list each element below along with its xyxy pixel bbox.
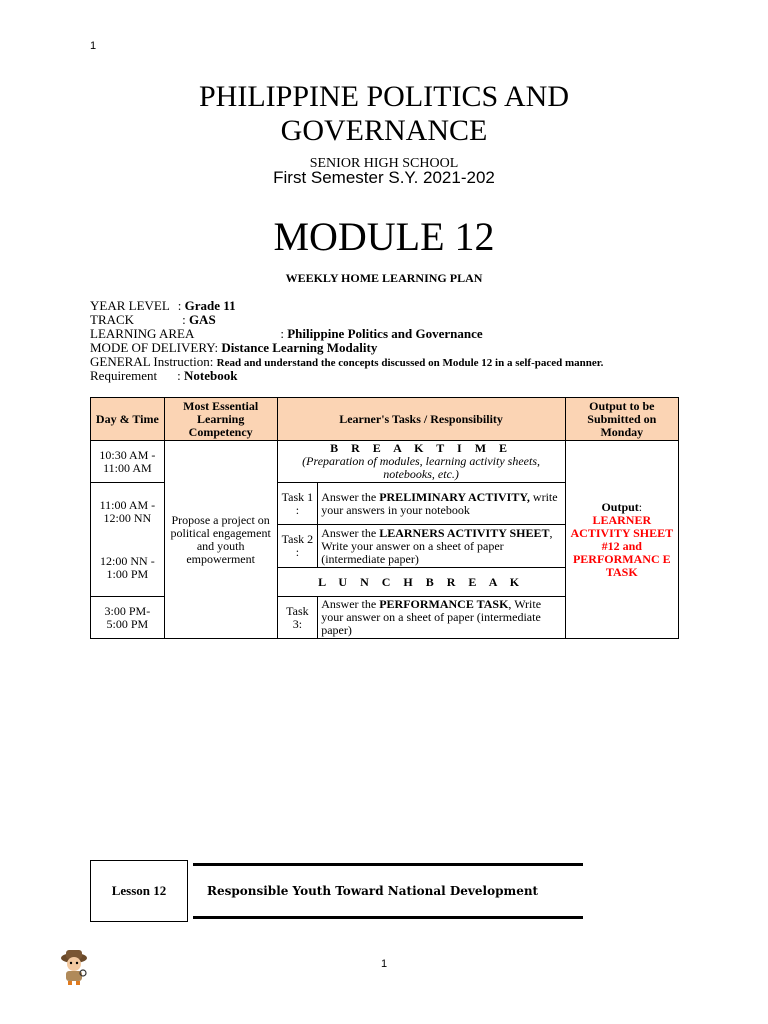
output-cell xyxy=(565,441,678,639)
mode-label: MODE OF DELIVERY: xyxy=(90,340,222,355)
page-number-top: 1 xyxy=(90,40,97,52)
competency-cell: Propose a project on political engagement and youth empowerment xyxy=(164,441,277,639)
table-header-row xyxy=(91,398,679,441)
output-value: LEARNER ACTIVITY SHEET #12 and PERFORMANC E TASK xyxy=(570,512,674,579)
time-cell: 3:00 PM- 5:00 PM xyxy=(91,597,165,639)
break-time-note: (Preparation of modules, learning activity sheets, notebooks, etc.) xyxy=(302,454,540,481)
time-cell: 10:30 AM - 11:00 AM xyxy=(91,441,165,483)
track-value: GAS xyxy=(188,312,216,327)
time-slot-3: 12:00 NN - 1:00 PM xyxy=(100,553,155,581)
header-tasks: Learner's Tasks / Responsibility xyxy=(277,398,565,441)
table-row xyxy=(91,441,679,483)
output-label: Output xyxy=(601,499,639,514)
lunch-break-cell: L U N C H B R E A K xyxy=(277,568,565,597)
page-number-bottom: 1 xyxy=(380,958,388,970)
requirement-value: Notebook xyxy=(184,368,238,383)
school-level: SENIOR HIGH SCHOOL xyxy=(309,156,459,171)
lesson-number: Lesson 12 xyxy=(90,860,188,922)
output-colon: : xyxy=(638,499,643,514)
requirement-row: Requirement : Notebook xyxy=(90,368,238,383)
learning-area-label: LEARNING AREA xyxy=(90,326,195,341)
break-time-label: B R E A K T I M E xyxy=(330,441,513,455)
task-1-label: Task 1 : xyxy=(277,483,318,525)
year-level-value: Grade 11 xyxy=(184,298,236,313)
mode-value: Distance Learning Modality xyxy=(221,340,378,355)
track-row: TRACK : GAS xyxy=(90,312,216,327)
lesson-title: Responsible Youth Toward National Development xyxy=(193,863,583,919)
learning-area-value: Philippine Politics and Governance xyxy=(287,326,483,341)
task-2-desc: Answer the LEARNERS ACTIVITY SHEET, Write your answer on a sheet of paper (intermediate paper) xyxy=(318,525,565,568)
task-3-desc: Answer the PERFORMANCE TASK, Write your answer on a sheet of paper (intermediate paper) xyxy=(318,597,565,639)
learning-plan-table xyxy=(90,397,679,639)
general-row xyxy=(90,355,603,370)
mode-row xyxy=(90,341,377,355)
learning-area-row: LEARNING AREA : Philippine Politics and Governance xyxy=(90,326,483,341)
requirement-label: Requirement xyxy=(90,368,158,383)
task-2-label: Task 2 : xyxy=(277,525,318,568)
header-day-time: Day & Time xyxy=(91,398,165,441)
semester: First Semester S.Y. 2021-202 xyxy=(273,168,495,187)
track-label: TRACK xyxy=(90,312,135,327)
year-level-row: YEAR LEVEL : Grade 11 xyxy=(90,298,236,313)
module-title: MODULE 12 xyxy=(273,214,495,259)
document-title-line-1: PHILIPPINE POLITICS AND xyxy=(198,80,570,113)
time-slot-2: 11:00 AM - 12:00 NN xyxy=(99,497,156,525)
time-cell xyxy=(91,483,165,597)
break-time-cell xyxy=(277,441,565,483)
task-3-label: Task 3: xyxy=(277,597,318,639)
header-competency: Most Essential Learning Competency xyxy=(164,398,277,441)
document-title xyxy=(0,80,768,148)
year-level-label: YEAR LEVEL xyxy=(90,298,170,313)
general-label: GENERAL Instruction: xyxy=(90,354,217,369)
task-1-desc: Answer the PRELIMINARY ACTIVITY, write your answers in your notebook xyxy=(318,483,565,525)
general-value: Read and understand the concepts discussed on Module 12 in a self-paced manner. xyxy=(216,357,604,369)
plan-title: WEEKLY HOME LEARNING PLAN xyxy=(285,271,483,285)
document-title-line-2: GOVERNANCE xyxy=(280,114,488,147)
header-output: Output to be Submitted on Monday xyxy=(565,398,678,441)
